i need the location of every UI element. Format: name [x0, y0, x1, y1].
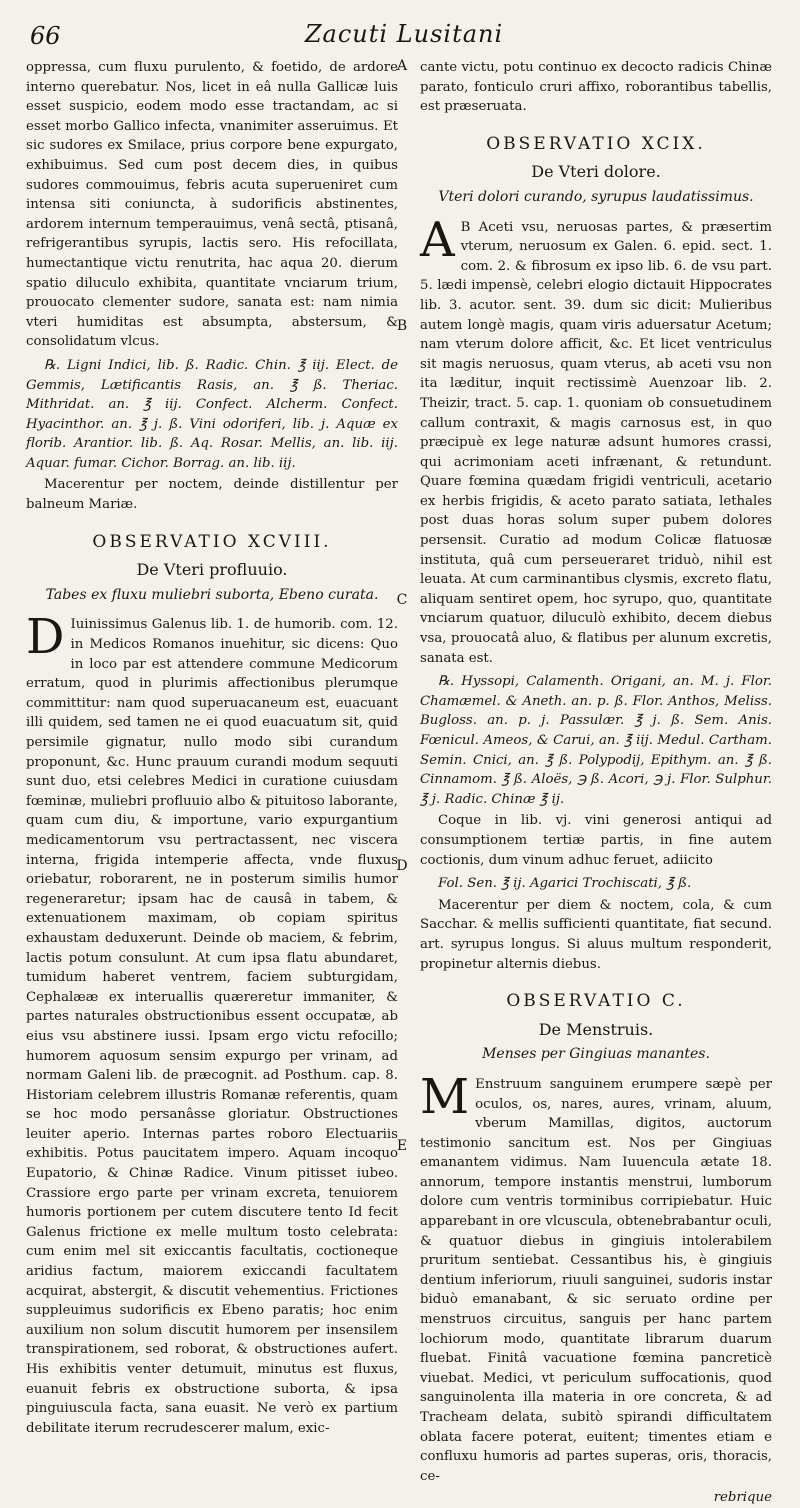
- page-header: [26, 16, 782, 54]
- margin-letter: C: [396, 592, 408, 608]
- observation-heading: OBSERVATIO XCVIII.: [92, 531, 332, 552]
- observation-summary: Vteri dolori curando, syrupus laudatissimus.: [438, 188, 754, 205]
- page-number: 66: [30, 22, 61, 50]
- observation-summary: Tabes ex fluxu muliebri suborta, Ebeno curata.: [45, 586, 379, 603]
- recipe: ℞. Ligni Indici, lib. ß. Radic. Chin. ℥ iij. Elect. de Gemmis, Lætificantis Rasis, an. ℥ ß. Theriac. Mithridat. an. ℥ iij. Confect. Alcherm. Confect. Hyacinthor. an. ℥ j. ß. Vini odoriferi, lib. j. Aquæ ex florib. Arantior. lib. ß. Aq. Rosar. Mellis, an. lib. iij. Aquar. fumar. Cichor. Borrag. an. lib. iij.: [26, 357, 398, 471]
- observation-subheading: De Vteri dolore.: [531, 162, 661, 182]
- drop-cap: A: [420, 211, 455, 268]
- left-column: [26, 58, 398, 1438]
- observation-text: Iuinissimus Galenus lib. 1. de humorib. com. 12. in Medicos Romanos inuehitur, sic dicens: Quo in loco par est attendere commune Medicorum erratum, quod in plurimis affectionibus plerumque committitur: nam quod superuacaneum est, euacuant illi quidem, sed tamen ne ei quod euacuatum sit, quid persimile gignatur, nullo modo sibi curandum proponunt, &c. Hunc prauum curandi modum sequuti sunt duo, etsi celebres Medici in curatione cuiusdam fœminæ, muliebri profluuio albo & pituitoso laborante, quam cum diu, & importune, vario expurgantium medicamentorum vsu pertractassent, nec viscera interna, frigida intemperie affecta, vnde fluxus oriebatur, roborarent, ne in posterum similis humor regeneraretur; ipsam hac de causâ in tabem, & extenuationem maximam, ob copiam spiritus exhaustam deduxerunt. Deinde ob maciem, & febrim, lactis potum consulunt. At cum ipsa flatu abundaret, tumidum haberet ventrem, faciem subturgidam, Cephalææ ex interuallis quæreretur immaniter, & partes naturales obstructionibus essent occupatæ, ab eius vsu abstinere iussi. Ipsam ergo victu refocillo; humorem aquosum sensim expurgo per vrinam, ad normam Galeni lib. de præcognit. ad Posthum. cap. 8. Historiam celebrem illustris Romanæ referentis, quam se hoc modo persanâsse gloriatur. Obstructiones leuiter aperio. Internas partes roboro Electuariis exhibitis. Potus paucitatem impero. Aquam incoquo Eupatorio, & Chinæ Radice. Vinum pitisset iubeo. Crassiore ergo parte per vrinam excreta, tenuiorem humoris portionem per cutem discutere tento Id fecit Galenus frictione ex melle multum tosto celebrata: cum enim mel sit exiccantis facultatis, coctioneque aridius factum, maiorem exiccandi facultatem acquirat, abstergit, & discutit vehementius. Frictiones suppleuimus sudorificis ex Ebeno paratis; hoc enim auxilium non solum discutit humorem per insensilem transpirationem, sed roborat, & obstructiones aufert. His exhibitis venter detumuit, minutus est fluxus, euanuit febris ex obstructione suborta, & ipsa pinguiuscula facta, sana euasit. Ne verò ex partium debilitate iterum recrudescerer malum, exic-: [26, 617, 398, 1436]
- recipe: Fol. Sen. ℥ ij. Agarici Trochiscati, ℥ ß.: [438, 876, 692, 892]
- observation-body: [420, 1068, 772, 1486]
- margin-letter: B: [396, 318, 408, 334]
- recipe: ℞. Hyssopi, Calamenth. Origani, an. M. j. Flor. Chamæmel. & Aneth. an. p. ß. Flor. Anthos, Meliss. Bugloss. an. p. j. Passulær. ℥ j. ß. Sem. Anis. Fœnicul. Ameos, & Carui, an. ℥ iij. Medul. Cartham. Semin. Cnici, an. ℥ ß. Polypodij, Epithym. an. ℥ ß. Cinnamom. ℥ ß. Aloës, ℈ ß. Acori, ℈ j. Flor. Sulphur. ℥ j. Radic. Chinæ ℥ ij.: [420, 674, 772, 807]
- margin-letter: A: [396, 58, 408, 74]
- right-column: [420, 58, 772, 1508]
- paragraph: Macerentur per noctem, deinde distillentur per balneum Mariæ.: [26, 477, 398, 513]
- observation-subheading: De Menstruis.: [538, 1019, 654, 1039]
- catchword: rebrique: [713, 1490, 772, 1506]
- observation-text: Enstruum sanguinem erumpere sæpè per oculos, os, nares, aures, vrinam, aluum, vberum Mamillas, digitos, auctorum testimonio sancitum est. Nos per Gingiuas emanantem vidimus. Nam Iuuencula ætate 18. annorum, tempore instantis menstrui, lumborum dolore cum ventris torminibus corripiebatur. Huic apparebant in ore vlcuscula, obtenebrabantur oculi, & quatuor diebus in gingiuis intolerabilem pruritum sentiebat. Cessantibus his, è gingiuis dentium inferiorum, riuuli sanguinei, sudoris instar biduò emanabant, & sic seruato ordine per menstruos circuitus, sanguis per hanc partem lochiorum modo, quantitate librarum duarum fluebat. Finitâ vacuatione fœmina pancreticè viuebat. Medici, vt periculum suffocationis, quod sanguinolenta illa materia in ore concreta, & ad Tracheam delata, subitò spirandi difficultatem oblata facere poterat, euitent; timentes etiam e confluxu humoris ad partes superas, oris, thoracis, ce-: [420, 1076, 772, 1484]
- observation-summary: Menses per Gingiuas manantes.: [482, 1046, 710, 1063]
- paragraph: Coque in lib. vj. vini generosi antiqui ad consumptionem tertiæ partis, in fine autem coctionis, dum vinum adhuc feruet, adiicito: [420, 813, 772, 868]
- observation-subheading: De Vteri profluuio.: [136, 560, 288, 580]
- running-head: Zacuti Lusitani: [304, 20, 504, 48]
- observation-text: B Aceti vsu, neruosas partes, & præsertim vterum, neruosum ex Galen. 6. epid. sect. 1. com. 2. & fibrosum ex ipso lib. 6. de vsu part. 5. lædi impensè, celebri elogio dictauit Hippocrates lib. 3. acutor. sent. 39. dum sic dicit: Mulieribus autem longè magis, quam viris aduersatur Acetum; nam vterum dolore afficit, &c. Et licet ventriculus sit magis neruosus, quam vterus, ab aceti vsu non ita læditur, inquit rectissimè Auenzoar lib. 2. Theizir, tract. 5. cap. 1. quoniam ob consuetudinem callum contraxit, & magis carnosus est, in quo præcipuè ex lege naturæ adsunt humores crassi, qui acrimoniam aceti infrænant, & retundunt. Quare fœmina quædam frigidi ventriculi, acetario ex herbis frigidis, & aceto parato satiata, lethales post duas horas solum super pubem dolores persensit. Curatio ad modum Colicæ flatuosæ instituta, quâ cum perseueraret triduò, nihil est leuata. At cum carminantibus clysmis, excreto flatu, aliquam sentiret opem, hoc syrupo, quo, quantitate vnciarum quatuor, diluculò exhibito, decem diebus vsa, prouocatâ aluo, & flatibus per alunum excretis, sanata est.: [420, 219, 772, 666]
- paragraph: oppressa, cum fluxu purulento, & foetido, de ardore interno querebatur. Nos, licet in eâ nulla Gallicæ luis esset suspicio, eodem modo esse tractandam, ac si esset morbo Gallico infecta, vnanimiter asseruimus. Et sic sudores ex Smilace, prius corpore bene expurgato, exhibuimus. Sed cum post decem dies, in quibus sudores commouimus, febris acuta superueniret cum intensa siti coniuncta, à sudorificis abstinentes, ardorem internum temperauimus, venâ sectâ, ptisanâ, refrigerantibus syrupis, lactis sero. His refocillata, humectantique victu renutrita, hac aqua 20. dierum spatio diluculo exhibita, quantitate vnciarum trium, prouocato clementer sudore, sanata est: nam nimia vteri humiditas est absumpta, abstersum, & consolidatum vlcus.: [26, 60, 398, 350]
- drop-cap: M: [420, 1068, 470, 1125]
- margin-letter: E: [396, 1138, 408, 1154]
- margin-letter: D: [396, 858, 408, 874]
- paragraph: cante victu, potu continuo ex decocto radicis Chinæ parato, fonticulo cruri affixo, roborantibus tabellis, est præseruata.: [420, 60, 772, 115]
- paragraph: Macerentur per diem & noctem, cola, & cum Sacchar. & mellis sufficienti quantitate, fiat secund. art. syrupus longus. Si aluus multum responderit, propinetur alternis diebus.: [420, 897, 772, 972]
- observation-body: [420, 211, 772, 669]
- drop-cap: D: [26, 609, 65, 666]
- observation-heading: OBSERVATIO C.: [506, 991, 686, 1012]
- observation-body: [26, 609, 398, 1438]
- observation-heading: OBSERVATIO XCIX.: [486, 133, 706, 154]
